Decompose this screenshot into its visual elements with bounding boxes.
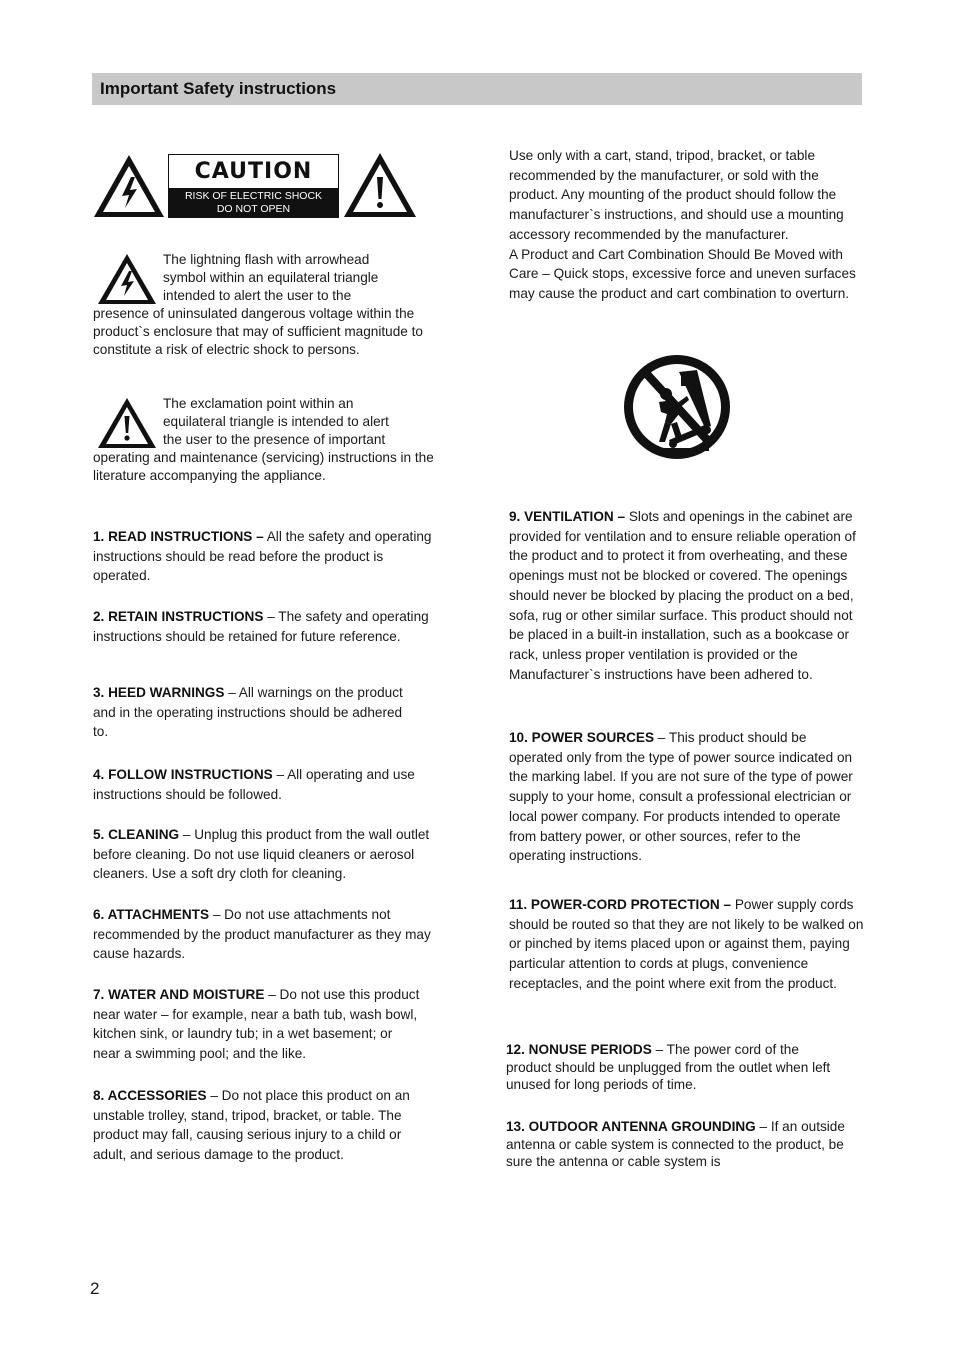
exclamation-text-line-1: The exclamation point within an <box>163 396 354 411</box>
caution-warning-text <box>169 188 338 217</box>
lightning-text-line-2: symbol within an equilateral triangle <box>163 270 379 285</box>
instruction-7-water <box>93 985 423 1064</box>
caution-line-1: RISK OF ELECTRIC SHOCK <box>184 190 323 202</box>
instruction-text: – This product should be operated only from the type of power source indicated on the marking label. If you are not sure of the type of power supply to your home, consult a professional electrician or local power company. For products intended to operate from battery power, or other sources, refer to the operating instructions. <box>509 730 853 864</box>
instruction-heading: 1. READ INSTRUCTIONS – <box>93 529 264 544</box>
instruction-text: – Do not place this product on an unstable trolley, stand, tripod, bracket, or table. The product may fall, causing serious injury to a child or adult, and serious damage to the product. <box>93 1088 410 1163</box>
instruction-13-antenna <box>506 1118 846 1171</box>
exclamation-triangle-icon <box>97 397 157 449</box>
instruction-heading: 3. HEED WARNINGS <box>93 685 225 700</box>
cart-paragraph-1: Use only with a cart, stand, tripod, bracket, or table recommended by the manufacturer, or sold with the product. Any mounting of the product should follow the manufacturer`s instructions, and should use a mounting accessory recommended by the manufacturer. <box>509 148 844 242</box>
instruction-1-read <box>93 527 443 586</box>
instruction-11-power-cord <box>509 895 871 994</box>
lightning-text-line-1: The lightning flash with arrowhead <box>163 252 370 267</box>
instruction-heading: 4. FOLLOW INSTRUCTIONS <box>93 767 273 782</box>
instruction-5-cleaning <box>93 825 445 884</box>
instruction-2-retain <box>93 607 443 646</box>
caution-line-2: DO NOT OPEN <box>216 203 291 215</box>
exclamation-symbol-explanation <box>93 395 438 485</box>
instruction-heading: 12. NONUSE PERIODS <box>506 1042 652 1057</box>
lightning-triangle-icon <box>92 153 166 219</box>
cart-warning-text <box>509 146 869 304</box>
cart-tipover-warning-icon <box>621 352 733 462</box>
instruction-10-power-sources <box>509 728 861 866</box>
lightning-text-line-3: intended to alert the user to the <box>163 288 352 303</box>
instruction-text: – The power cord of the product should be unplugged from the outlet when left unused for long periods of time. <box>506 1042 831 1092</box>
instruction-text: All the safety and operating instructions should be read before the product is operated. <box>93 529 432 584</box>
instruction-heading: 11. POWER-CORD PROTECTION – <box>509 897 732 912</box>
instruction-text: – Do not use this product near water – for example, near a bath tub, wash bowl, kitchen sink, or laundry tub; in a wet basement; or near a swimming pool; and the like. <box>93 987 420 1062</box>
instruction-text: – All warnings on the product and in the operating instructions should be adhered to. <box>93 685 403 740</box>
caution-label-row <box>92 150 422 220</box>
instruction-heading: 13. OUTDOOR ANTENNA GROUNDING <box>506 1119 756 1134</box>
instruction-12-nonuse <box>506 1041 841 1094</box>
instruction-heading: 6. ATTACHMENTS <box>93 907 210 922</box>
lightning-symbol-explanation <box>93 251 438 359</box>
instruction-text: – All operating and use instructions should be followed. <box>93 767 415 802</box>
page-number: 2 <box>90 1279 100 1298</box>
exclamation-triangle-icon <box>342 151 418 219</box>
exclamation-text-line-2: equilateral triangle is intended to alert <box>163 414 389 429</box>
instruction-heading: 5. CLEANING <box>93 827 180 842</box>
caution-word: CAUTION <box>194 159 313 184</box>
lightning-text-rest: presence of uninsulated dangerous voltage within the product`s enclosure that may of sufficient magnitude to constitute a risk of electric shock to persons. <box>93 306 423 357</box>
exclamation-text-rest: operating and maintenance (servicing) instructions in the literature accompanying the appliance. <box>93 450 434 483</box>
instruction-text: – If an outside antenna or cable system is connected to the product, be sure the antenna or cable system is <box>506 1119 845 1169</box>
instruction-text: Slots and openings in the cabinet are provided for ventilation and to ensure reliable operation of the product and to protect it from overheating, and these openings must not be blocked or covered. The openings should never be blocked by placing the product on a bed, sofa, rug or other similar surface. This product should not be placed in a built-in installation, such as a bookcase or rack, unless proper ventilation is provided or the Manufacturer`s instructions have been adhered to. <box>509 509 856 682</box>
section-header-bar <box>92 73 862 105</box>
cart-paragraph-2: A Product and Cart Combination Should Be Moved with Care – Quick stops, excessive force and uneven surfaces may cause the product and cart combination to overturn. <box>509 246 856 301</box>
exclamation-text-line-3: the user to the presence of important <box>163 432 386 447</box>
instruction-heading: 8. ACCESSORIES <box>93 1088 207 1103</box>
instruction-text: Power supply cords should be routed so that they are not likely to be walked on or pinched by items placed upon or against them, paying particular attention to cords at plugs, convenience receptacles, and the point where exit from the product. <box>509 897 864 991</box>
lightning-triangle-icon <box>97 253 157 305</box>
instruction-text: – The safety and operating instructions should be retained for future reference. <box>93 609 429 644</box>
caution-box <box>168 154 339 218</box>
instruction-3-heed <box>93 683 418 742</box>
instruction-text: – Do not use attachments not recommended by the product manufacturer as they may cause hazards. <box>93 907 431 962</box>
instruction-heading: 2. RETAIN INSTRUCTIONS <box>93 609 264 624</box>
instruction-8-accessories <box>93 1086 428 1165</box>
instruction-6-attachments <box>93 905 438 964</box>
section-title: Important Safety instructions <box>100 79 337 98</box>
instruction-heading: 10. POWER SOURCES <box>509 730 655 745</box>
instruction-4-follow <box>93 765 423 804</box>
instruction-text: – Unplug this product from the wall outlet before cleaning. Do not use liquid cleaners or aerosol cleaners. Use a soft dry cloth for cleaning. <box>93 827 430 882</box>
instruction-heading: 9. VENTILATION – <box>509 509 626 524</box>
instruction-9-ventilation <box>509 507 871 684</box>
instruction-heading: 7. WATER AND MOISTURE <box>93 987 265 1002</box>
